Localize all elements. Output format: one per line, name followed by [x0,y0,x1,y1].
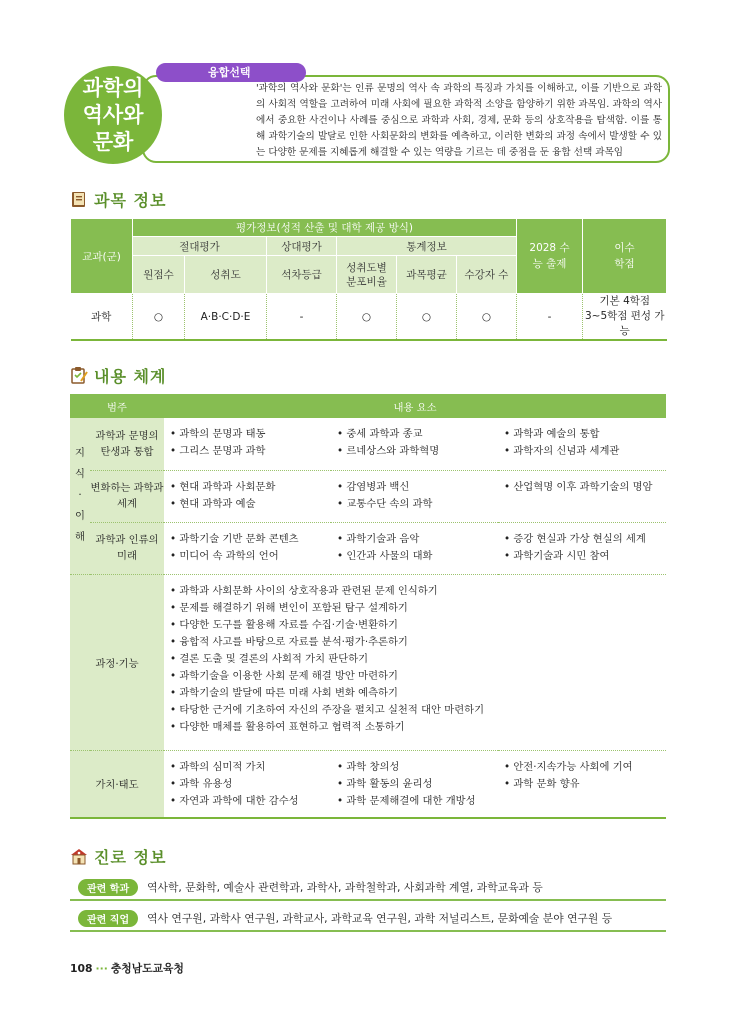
table-row [70,750,666,818]
clipboard-icon [70,366,88,384]
students-header: 수강자 수 [457,256,517,294]
related-majors-row [70,875,666,901]
subject-title: 과학의 역사와 문화 [64,66,162,164]
subject-cell: 과학 [71,294,133,341]
rank-header: 석차등급 [267,256,337,294]
achievement-header: 성취도 [185,256,267,294]
process-list [164,574,666,750]
credits-line: 기본 4학점 [599,295,651,307]
career-title: 진로 정보 [94,847,167,867]
related-jobs-row [70,906,666,932]
content-cell: • 안전·지속가능 사회에 기여 • 과학 문화 향유 [498,750,666,818]
table-row [70,470,666,522]
table-row [70,522,666,574]
elements-header: 내용 요소 [164,394,666,418]
table-row [71,294,667,341]
list-item: • 융합적 사고를 바탕으로 자료를 분석·평가·추론하기 [170,634,666,651]
content-title: 내용 체계 [94,366,167,386]
content-cell: • 산업혁명 이후 과학기술의 명암 [498,470,666,522]
row-label: 과학과 문명의 탄생과 통합 [90,418,164,470]
list-item: • 타당한 근거에 기초하여 자신의 주장을 펼치고 실천적 대안 마련하기 [170,702,666,719]
related-jobs: 역사 연구원, 과학사 연구원, 과학교사, 과학교육 연구원, 과학 저널리스트, 문화예술 분야 연구원 등 [147,911,613,925]
values-category: 가치·태도 [70,750,164,818]
knowledge-category: 지 식 · 이 해 [70,418,90,574]
page-footer [70,961,184,976]
content-cell: • 현대 과학과 사회문화 • 현대 과학과 예술 [164,470,331,522]
content-cell: • 과학의 문명과 태동 • 그리스 문명과 과학 [164,418,331,470]
related-jobs-label: 관련 직업 [78,910,138,927]
rank-cell: - [267,294,337,341]
list-item: • 결론 도출 및 결론의 사회적 가치 판단하기 [170,651,666,668]
row-label: 과학과 인류의 미래 [90,522,164,574]
subject-avg-cell: ○ [397,294,457,341]
raw-score-cell: ○ [133,294,185,341]
related-majors: 역사학, 문화학, 예술사 관련학과, 과학사, 과학철학과, 사회과학 계열, 과학교육과 등 [147,880,543,894]
content-cell: • 과학의 심미적 가치 • 과학 유용성 • 자연과 과학에 대한 감수성 [164,750,331,818]
stats-header: 통계정보 [337,237,517,256]
csat-cell: - [517,294,583,341]
subject-description-box [142,75,670,163]
csat-header: 2028 수능 출제 [517,219,583,294]
achievement-ratio-header: 성취도별 분포비율 [337,256,397,294]
table-row [70,418,666,470]
list-item: • 과학기술의 발달에 따른 미래 사회 변화 예측하기 [170,685,666,702]
achievement-ratio-cell: ○ [337,294,397,341]
content-cell: • 감염병과 백신 • 교통수단 속의 과학 [331,470,498,522]
content-cell: • 과학기술 기반 문화 콘텐츠 • 미디어 속 과학의 언어 [164,522,331,574]
credits-cell [583,294,667,341]
list-item: • 문제를 해결하기 위해 변인이 포함된 탐구 설계하기 [170,600,666,617]
school-icon [70,847,88,865]
table-row [70,574,666,750]
subject-type-tag: 융합선택 [156,63,306,82]
eval-info-header: 평가정보(성적 산출 및 대학 제공 방식) [133,219,517,237]
relative-eval-header: 상대평가 [267,237,337,256]
subject-description: '과학의 역사와 문화'는 인류 문명의 역사 속 과학의 특징과 가치를 이해하고, 이를 기반으로 과학의 사회적 역할을 고려하여 미래 사회에 필요한 과학적 소양을 함양하기 위한 과목임. 과학의 역사에서 중요한 사건이나 사례를 중심으로 과학과 사회, 경제, 문화 등의 상호작용을 탐색함. 이를 통해 과학기술의 발달로 인한 사회문화의 변화를 예측하고, 이러한 변화의 과정 속에서 발생할 수 있는 다양한 문제를 지혜롭게 해결할 수 있는 역량을 기르는 데 중점을 둔 융합 선택 과목임 [256,83,662,158]
category-header: 범주 [70,394,164,418]
credits-header: 이수 학점 [583,219,667,294]
footer-dots: ··· [95,962,108,975]
subject-header [64,58,670,160]
page-number: 108 [70,962,93,975]
career-heading [70,845,166,867]
content-cell: • 중세 과학과 종교 • 르네상스와 과학혁명 [331,418,498,470]
content-heading [70,364,166,386]
credits-line: 3~5학점 편성 가능 [584,310,665,337]
list-item: • 다양한 매체를 활용하여 표현하고 협력적 소통하기 [170,719,666,736]
content-cell: • 과학과 예술의 통합 • 과학자의 신념과 세계관 [498,418,666,470]
subject-group-header: 교과(군) [71,219,133,294]
students-cell: ○ [457,294,517,341]
process-category: 과정·기능 [70,574,164,750]
organization: 충청남도교육청 [110,962,184,975]
book-icon [70,190,88,208]
subject-info-table [70,218,667,341]
content-cell: • 증강 현실과 가상 현실의 세계 • 과학기술과 시민 참여 [498,522,666,574]
list-item: • 과학과 사회문화 사이의 상호작용과 관련된 문제 인식하기 [170,583,666,600]
absolute-eval-header: 절대평가 [133,237,267,256]
row-label: 변화하는 과학과 세계 [90,470,164,522]
raw-score-header: 원점수 [133,256,185,294]
content-cell: • 과학 창의성 • 과학 활동의 윤리성 • 과학 문제해결에 대한 개방성 [331,750,498,818]
content-cell: • 과학기술과 음악 • 인간과 사물의 대화 [331,522,498,574]
list-item: • 과학기술을 이용한 사회 문제 해결 방안 마련하기 [170,668,666,685]
content-table [70,394,666,819]
subject-avg-header: 과목평균 [397,256,457,294]
subject-info-heading [70,188,166,210]
list-item: • 다양한 도구를 활용해 자료를 수집·기술·변환하기 [170,617,666,634]
subject-info-title: 과목 정보 [94,190,167,210]
related-majors-label: 관련 학과 [78,879,138,896]
achievement-cell: A·B·C·D·E [185,294,267,341]
